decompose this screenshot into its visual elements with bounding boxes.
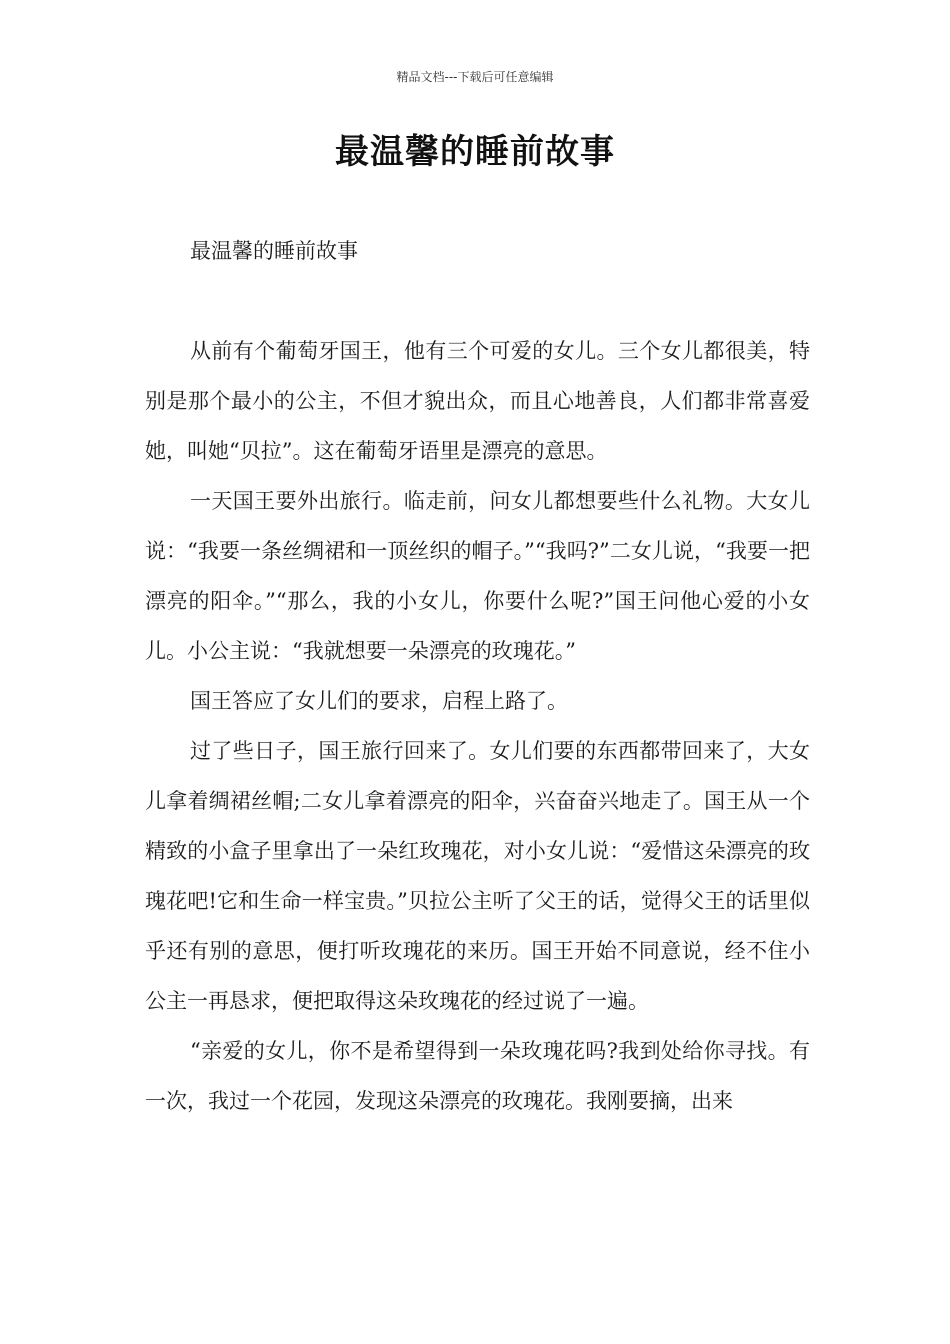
story-body bbox=[145, 326, 810, 1126]
paragraph: 从前有个葡萄牙国王，他有三个可爱的女儿。三个女儿都很美，特别是那个最小的公主，不但才貌出众，而且心地善良，人们都非常喜爱她，叫她“贝拉”。这在葡萄牙语里是漂亮的意思。 bbox=[145, 339, 810, 463]
paragraph: “亲爱的女儿，你不是希望得到一朵玫瑰花吗?我到处给你寻找。有一次，我过一个花园，发现这朵漂亮的玫瑰花。我刚要摘，出来 bbox=[145, 1039, 810, 1113]
document-title: 最温馨的睡前故事 bbox=[335, 132, 615, 172]
header-note: 精品文档---下载后可任意编辑 bbox=[396, 70, 554, 84]
paragraph: 国王答应了女儿们的要求，启程上路了。 bbox=[190, 689, 568, 713]
paragraph: 一天国王要外出旅行。临走前，问女儿都想要些什么礼物。大女儿说：“我要一条丝绸裙和一顶丝织的帽子。”“我吗?”二女儿说，“我要一把漂亮的阳伞。”“那么，我的小女儿，你要什么呢?”国王问他心爱的小女儿。小公主说：“我就想要一朵漂亮的玫瑰花。” bbox=[145, 489, 810, 663]
document-subtitle: 最温馨的睡前故事 bbox=[190, 239, 358, 263]
paragraph: 过了些日子，国王旅行回来了。女儿们要的东西都带回来了，大女儿拿着绸裙丝帽;二女儿拿着漂亮的阳伞，兴奋奋兴地走了。国王从一个精致的小盒子里拿出了一朵红玫瑰花，对小女儿说：“爱惜这朵漂亮的玫瑰花吧!它和生命一样宝贵。”贝拉公主听了父王的话，觉得父王的话里似乎还有别的意思，便打听玫瑰花的来历。国王开始不同意说，经不住小公主一再恳求，便把取得这朵玫瑰花的经过说了一遍。 bbox=[145, 739, 810, 1013]
